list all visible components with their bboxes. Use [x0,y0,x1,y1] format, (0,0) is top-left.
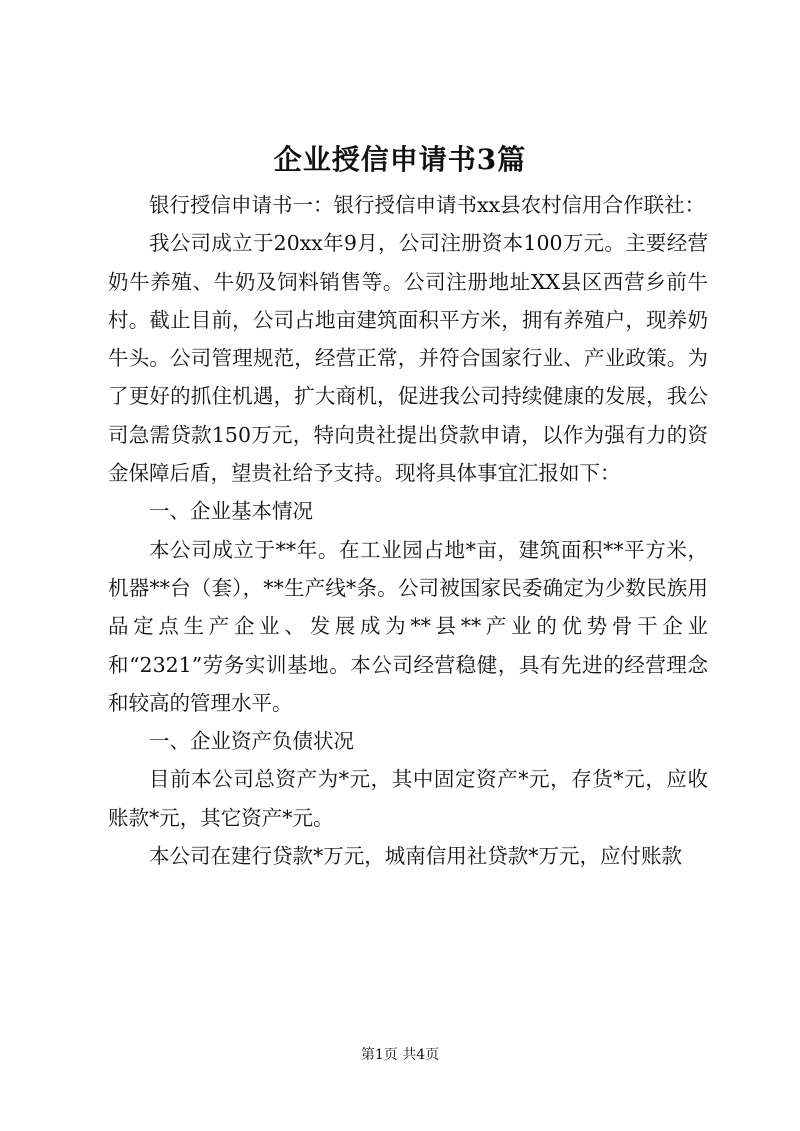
paragraph-basic-info: 本公司成立于**年。在工业园占地*亩，建筑面积**平方米，机器**台（套），**生产线*条。公司被国家民委确定为少数民族用品定点生产企业、发展成为**县**产业的优势骨干企业和“2321”劳务实训基地。本公司经营稳健，具有先进的经营理念和较高的管理水平。 [108,537,708,715]
paragraph-loans: 本公司在建行贷款*万元，城南信用社贷款*万元，应付账款 [149,844,682,869]
document-body [108,186,708,875]
paragraph-assets: 目前本公司总资产为*元，其中固定资产*元，存货*元，应收账款*元，其它资产*元。 [108,767,708,830]
page-footer: 第1页 共4页 [360,1047,440,1063]
paragraph-intro: 银行授信申请书一：银行授信申请书xx县农村信用合作联社： [149,193,706,217]
document-title: 企业授信申请书3篇 [273,143,527,176]
section-heading-basic-info: 一、企业基本情况 [149,499,313,524]
section-heading-assets-liabilities: 一、企业资产负债状况 [149,729,354,754]
paragraph-company-overview: 我公司成立于20xx年9月，公司注册资本100万元。主要经营奶牛养殖、牛奶及饲料销售等。公司注册地址XX县区西营乡前牛村。截止目前，公司占地亩建筑面积平方米，拥有养殖户，现养奶牛头。公司管理规范，经营正常，并符合国家行业、产业政策。为了更好的抓住机遇，扩大商机，促进我公司持续健康的发展，我公司急需贷款150万元，特向贵社提出贷款申请，以作为强有力的资金保障后盾，望贵社给予支持。现将具体事宜汇报如下： [108,231,708,486]
